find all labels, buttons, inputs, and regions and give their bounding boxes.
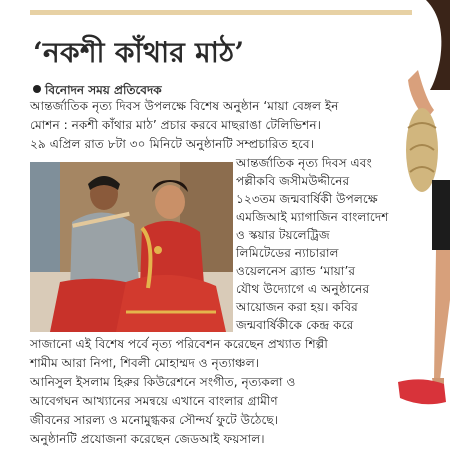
- body-line: ২৯ এপ্রিল রাত ৮টা ৩০ মিনিটে অনুষ্ঠানটি সম্প্রচারিত হবে।: [30, 137, 315, 151]
- header-rule: [30, 10, 412, 15]
- side-line: এমজিআই ম্যাগাজিন বাংলাদেশ: [236, 210, 389, 224]
- dancers-illustration: [30, 162, 233, 332]
- fashion-model-image: [396, 0, 450, 464]
- bullet-icon: [33, 85, 41, 93]
- body-line: সাজানো এই বিশেষ পর্বে নৃত্য পরিবেশন করেছেন প্রখ্যাত শিল্পী: [30, 337, 328, 351]
- body-line: জীবনের সারল্য ও মনোমুগ্ধকর সৌন্দর্য ফুটে উঠেছে।: [30, 413, 279, 427]
- side-line: আয়োজন করা হয়। কবির: [236, 300, 358, 314]
- body-line: আন্তর্জাতিক নৃত্য দিবস উপলক্ষে বিশেষ অনুষ্ঠান ‘মায়া বেঙ্গল ইন: [30, 99, 339, 113]
- body-line: শামীম আরা নিপা, শিবলী মোহাম্মদ ও নৃত্যাঞ্চল।: [30, 356, 260, 370]
- side-line: যৌথ উদ্যোগে এ অনুষ্ঠানের: [236, 282, 370, 296]
- body-line: মোশন : নকশী কাঁথার মাঠ’ প্রচার করবে মাছরাঙা টেলিভিশন।: [30, 118, 321, 132]
- body-line: আবেগঘন আখ্যানের সমন্বয়ে এখানে বাংলার গ্রামীণ: [30, 394, 278, 408]
- body-line: অনুষ্ঠানটি প্রযোজনা করেছেন জেডআই ফয়সাল।: [30, 432, 265, 446]
- side-line: ও স্কয়ার টয়লেট্রিজ: [236, 228, 330, 242]
- side-line: লিমিটেডের ন্যাচারাল: [236, 246, 339, 260]
- body-line: আনিসুল ইসলাম হিরুর কিউরেশনে সংগীত, নৃত্যকলা ও: [30, 375, 296, 389]
- article-photo: [30, 162, 233, 332]
- side-line: ওয়েলনেস ব্র্যান্ড ‘মায়া’র: [236, 264, 356, 278]
- side-line: আন্তর্জাতিক নৃত্য দিবস এবং: [236, 156, 372, 170]
- side-line: পল্লীকবি জসীমউদ্দীনের: [236, 174, 350, 188]
- side-line: জন্মবার্ষিকীকে কেন্দ্র করে: [236, 318, 354, 332]
- side-line: ১২৩তম জন্মবার্ষিকী উপলক্ষে: [236, 192, 378, 206]
- byline-text: বিনোদন সময় প্রতিবেদক: [45, 83, 162, 97]
- article-headline: ‘নকশী কাঁথার মাঠ’: [33, 36, 245, 69]
